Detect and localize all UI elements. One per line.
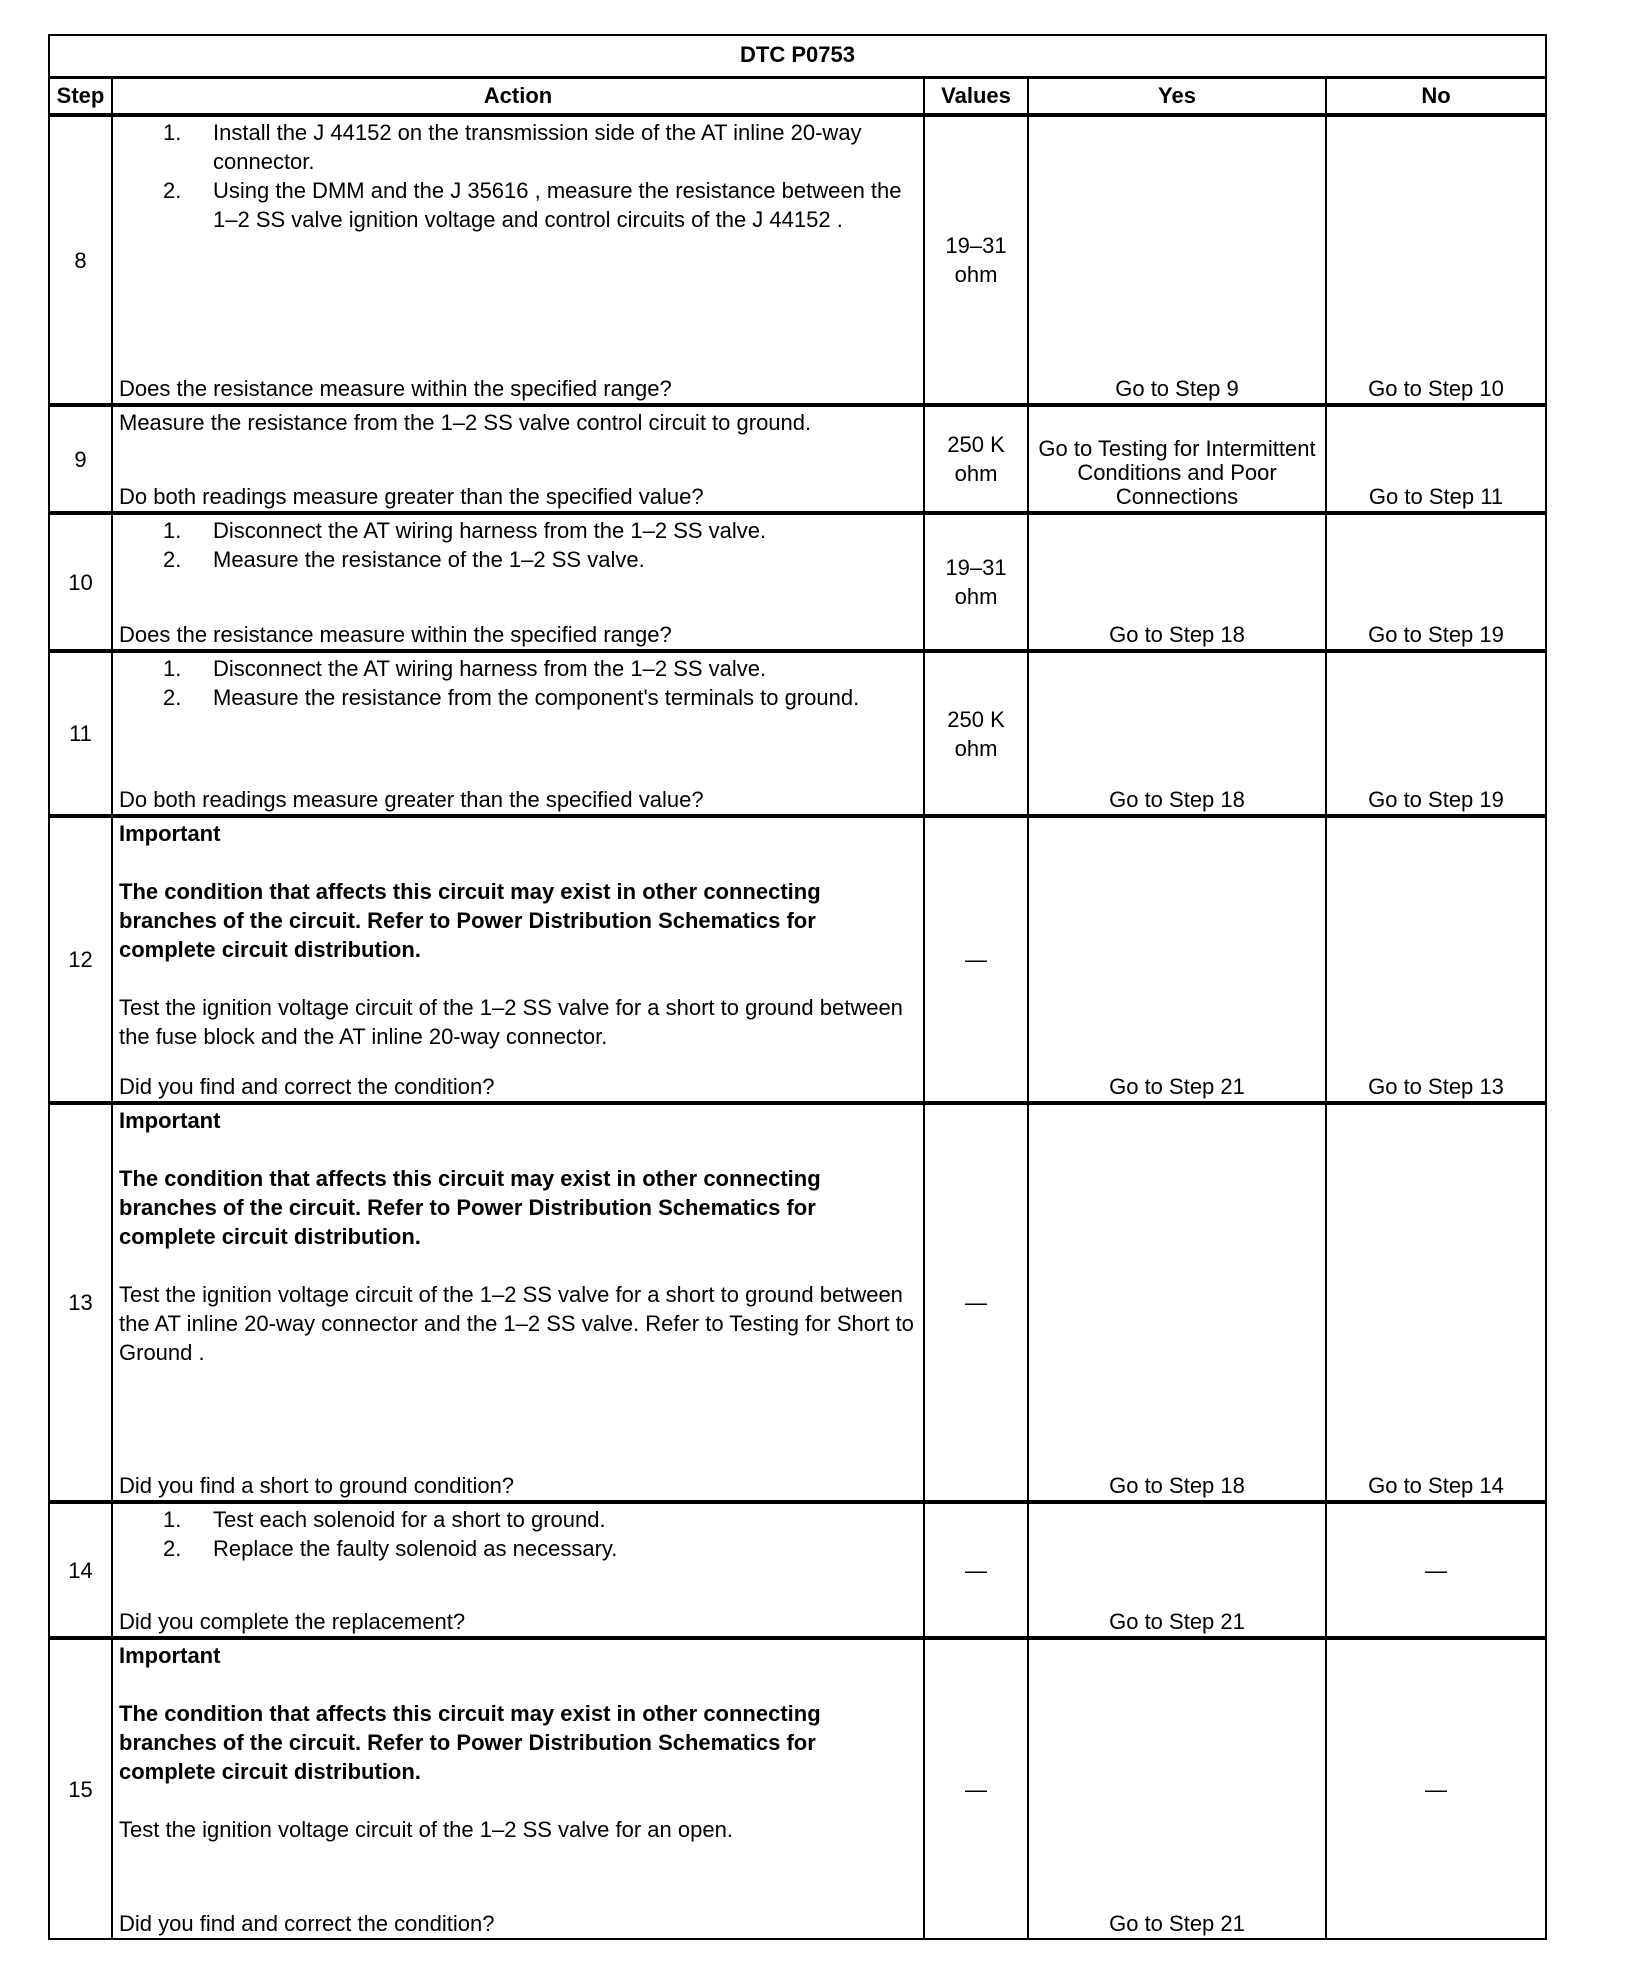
value-cell: — bbox=[925, 818, 1029, 1101]
step-number: 9 bbox=[50, 407, 113, 511]
table-title: DTC P0753 bbox=[50, 36, 1545, 79]
step-number: 14 bbox=[50, 1504, 113, 1636]
list-item-text: Disconnect the AT wiring harness from the 1–2 SS valve. bbox=[213, 656, 767, 681]
header-values: Values bbox=[925, 79, 1029, 113]
yes-cell: Go to Step 21 bbox=[1029, 818, 1327, 1101]
no-cell: — bbox=[1425, 1776, 1447, 1802]
list-item-text: Test each solenoid for a short to ground. bbox=[213, 1507, 606, 1532]
list-item: 2. Measure the resistance from the component's terminals to ground. bbox=[163, 685, 860, 710]
action-cell bbox=[113, 117, 925, 403]
important-note: The condition that affects this circuit may exist in other connecting branches of the circuit. Refer to Power Distribution Schematics for complete circuit distribution. bbox=[119, 1166, 821, 1249]
step-list bbox=[119, 1505, 917, 1563]
action-text: Measure the resistance from the 1–2 SS valve control circuit to ground. bbox=[119, 410, 812, 435]
step-number: 10 bbox=[50, 515, 113, 649]
header-row bbox=[50, 79, 1545, 117]
value-cell: — bbox=[925, 1105, 1029, 1500]
yes-cell: Go to Step 21 bbox=[1029, 1640, 1327, 1938]
table-row bbox=[50, 1105, 1545, 1504]
action-cell bbox=[113, 818, 925, 1101]
list-item-text: Using the DMM and the J 35616 , measure the resistance between the 1–2 SS valve ignition voltage and control circuits of the J 44152 . bbox=[213, 178, 902, 232]
list-item: 2. Measure the resistance of the 1–2 SS valve. bbox=[163, 547, 645, 572]
action-question: Did you find and correct the condition? bbox=[119, 1074, 495, 1099]
step-list bbox=[119, 118, 917, 234]
table-row bbox=[50, 653, 1545, 818]
action-cell bbox=[113, 407, 925, 511]
important-label: Important bbox=[119, 1108, 221, 1133]
no-cell: Go to Step 19 bbox=[1368, 622, 1504, 647]
important-note: The condition that affects this circuit may exist in other connecting branches of the circuit. Refer to Power Distribution Schematics for complete circuit distribution. bbox=[119, 1701, 821, 1784]
yes-cell: Go to Step 18 bbox=[1029, 515, 1327, 649]
action-question: Do both readings measure greater than the specified value? bbox=[119, 787, 704, 812]
table-row bbox=[50, 515, 1545, 653]
table-row bbox=[50, 117, 1545, 407]
no-cell: Go to Step 11 bbox=[1368, 484, 1504, 509]
important-label: Important bbox=[119, 821, 221, 846]
no-cell: Go to Step 14 bbox=[1368, 1473, 1504, 1498]
step-number: 12 bbox=[50, 818, 113, 1101]
value-cell: 250 K ohm bbox=[925, 653, 1029, 814]
list-item: 2. Using the DMM and the J 35616 , measure the resistance between the 1–2 SS valve ignition voltage and control circuits of the J 44152 . bbox=[119, 176, 917, 234]
action-question: Did you find a short to ground condition? bbox=[119, 1473, 515, 1498]
no-cell: — bbox=[1425, 1557, 1447, 1583]
action-cell bbox=[113, 1504, 925, 1636]
action-text: Test the ignition voltage circuit of the 1–2 SS valve for a short to ground between the AT inline 20-way connector and the 1–2 SS valve. Refer to Testing for Short to Ground . bbox=[119, 1282, 914, 1365]
value-cell: — bbox=[925, 1640, 1029, 1938]
table-row bbox=[50, 818, 1545, 1105]
list-item: 1. Disconnect the AT wiring harness from the 1–2 SS valve. bbox=[163, 518, 767, 543]
dtc-table bbox=[48, 34, 1547, 1940]
step-number: 8 bbox=[50, 117, 113, 403]
important-note: The condition that affects this circuit may exist in other connecting branches of the circuit. Refer to Power Distribution Schematics for complete circuit distribution. bbox=[119, 879, 821, 962]
no-cell: Go to Step 13 bbox=[1368, 1074, 1504, 1099]
action-question: Does the resistance measure within the specified range? bbox=[119, 622, 672, 647]
value-cell: 19–31 ohm bbox=[925, 117, 1029, 403]
table-row bbox=[50, 1504, 1545, 1640]
action-question: Did you complete the replacement? bbox=[119, 1609, 466, 1634]
no-cell: Go to Step 10 bbox=[1368, 376, 1504, 401]
action-question: Did you find and correct the condition? bbox=[119, 1911, 495, 1936]
step-list bbox=[119, 516, 917, 574]
value-cell: 19–31 ohm bbox=[925, 515, 1029, 649]
header-no: No bbox=[1421, 83, 1451, 108]
yes-cell: Go to Step 21 bbox=[1029, 1504, 1327, 1636]
list-item: 1. Test each solenoid for a short to ground. bbox=[163, 1507, 606, 1532]
action-question: Does the resistance measure within the specified range? bbox=[119, 376, 672, 401]
step-list bbox=[119, 654, 917, 712]
yes-cell: Go to Step 9 bbox=[1029, 117, 1327, 403]
list-item-text: Install the J 44152 on the transmission side of the AT inline 20-way connector. bbox=[213, 120, 862, 174]
header-step: Step bbox=[50, 79, 113, 113]
action-cell bbox=[113, 1640, 925, 1938]
list-item: 1. Disconnect the AT wiring harness from the 1–2 SS valve. bbox=[163, 656, 767, 681]
list-item-text: Measure the resistance of the 1–2 SS valve. bbox=[213, 547, 645, 572]
header-action: Action bbox=[113, 79, 925, 113]
list-item: 1. Install the J 44152 on the transmission side of the AT inline 20-way connector. bbox=[119, 118, 917, 176]
yes-cell: Go to Testing for Intermittent Conditions and Poor Connections bbox=[1029, 407, 1327, 511]
list-item: 2. Replace the faulty solenoid as necessary. bbox=[163, 1536, 618, 1561]
important-label: Important bbox=[119, 1643, 221, 1668]
table-body bbox=[50, 117, 1545, 1938]
action-question: Do both readings measure greater than the specified value? bbox=[119, 484, 704, 509]
value-cell: — bbox=[925, 1504, 1029, 1636]
list-item-text: Measure the resistance from the component's terminals to ground. bbox=[213, 685, 860, 710]
action-cell bbox=[113, 1105, 925, 1500]
step-number: 13 bbox=[50, 1105, 113, 1500]
header-yes: Yes bbox=[1029, 79, 1327, 113]
action-cell bbox=[113, 653, 925, 814]
list-item-text: Disconnect the AT wiring harness from the 1–2 SS valve. bbox=[213, 518, 767, 543]
table-row bbox=[50, 407, 1545, 515]
list-item-text: Replace the faulty solenoid as necessary. bbox=[213, 1536, 618, 1561]
no-cell: Go to Step 19 bbox=[1368, 787, 1504, 812]
yes-cell: Go to Step 18 bbox=[1029, 1105, 1327, 1500]
table-row bbox=[50, 1640, 1545, 1938]
step-number: 15 bbox=[50, 1640, 113, 1938]
value-cell: 250 K ohm bbox=[925, 407, 1029, 511]
yes-cell: Go to Step 18 bbox=[1029, 653, 1327, 814]
action-text: Test the ignition voltage circuit of the 1–2 SS valve for an open. bbox=[119, 1817, 733, 1842]
action-cell bbox=[113, 515, 925, 649]
action-text: Test the ignition voltage circuit of the 1–2 SS valve for a short to ground between the fuse block and the AT inline 20-way connector. bbox=[119, 995, 903, 1049]
step-number: 11 bbox=[50, 653, 113, 814]
